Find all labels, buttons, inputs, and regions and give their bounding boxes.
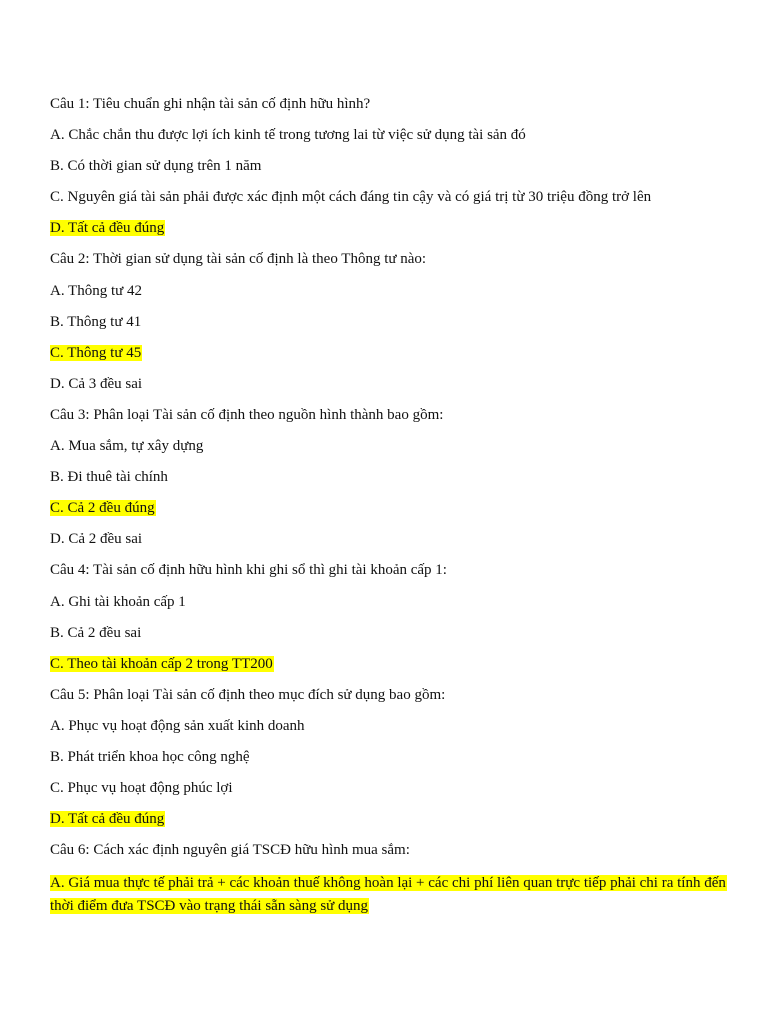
- answer-6a-highlighted: [50, 872, 740, 918]
- question-6: [50, 838, 740, 869]
- answer-text: A. Chắc chắn thu được lợi ích kinh tế trong tương lai từ việc sử dụng tài sản đó: [50, 127, 526, 144]
- answer-text: C. Phục vụ hoạt động phúc lợi: [50, 780, 233, 797]
- answer-text: B. Đi thuê tài chính: [50, 469, 168, 486]
- question-text: Câu 1: Tiêu chuẩn ghi nhận tài sản cố định hữu hình?: [50, 96, 371, 112]
- answer-text: B. Có thời gian sử dụng trên 1 năm: [50, 158, 262, 175]
- answer-text: D. Cả 2 đều sai: [50, 531, 143, 548]
- question-1: [50, 92, 740, 123]
- answer-text: B. Cả 2 đều sai: [50, 624, 142, 641]
- answer-text: A. Ghi tài khoản cấp 1: [50, 593, 186, 610]
- answer-5a: [50, 714, 740, 745]
- answer-4a: [50, 590, 740, 621]
- answer-3b: [50, 465, 740, 496]
- question-text: Câu 5: Phân loại Tài sản cố định theo mục đích sử dụng bao gồm:: [50, 686, 446, 703]
- question-2: [50, 247, 740, 278]
- answer-text: A. Thông tư 42: [50, 282, 143, 299]
- answer-2d: [50, 372, 740, 403]
- highlighted-answer-text: C. Thông tư 45: [50, 344, 142, 361]
- answer-text: D. Cả 3 đều sai: [50, 375, 143, 392]
- answer-2a: [50, 279, 740, 310]
- question-text: Câu 2: Thời gian sử dụng tài sản cố định là theo Thông tư nào:: [50, 251, 427, 268]
- answer-3d: [50, 527, 740, 558]
- answer-1b: [50, 154, 740, 185]
- question-text: Câu 4: Tài sản cố định hữu hình khi ghi sổ thì ghi tài khoản cấp 1:: [50, 562, 447, 579]
- question-text: Câu 6: Cách xác định nguyên giá TSCĐ hữu hình mua sắm:: [50, 842, 410, 859]
- answer-5c: [50, 776, 740, 807]
- answer-text: A. Mua sắm, tự xây dựng: [50, 438, 204, 455]
- highlighted-answer-text: C. Cả 2 đều đúng: [50, 500, 155, 517]
- question-text: Câu 3: Phân loại Tài sản cố định theo nguồn hình thành bao gồm:: [50, 406, 444, 423]
- answer-1c: [50, 185, 740, 216]
- highlighted-answer-text: D. Tất cả đều đúng: [50, 220, 165, 237]
- highlighted-answer-text: D. Tất cả đều đúng: [50, 811, 165, 828]
- answer-1d-highlighted: [50, 216, 740, 247]
- answer-text: B. Phát triển khoa học công nghệ: [50, 748, 250, 765]
- answer-1a: [50, 123, 740, 154]
- answer-text: A. Phục vụ hoạt động sản xuất kinh doanh: [50, 717, 305, 734]
- question-3: [50, 403, 740, 434]
- answer-4b: [50, 621, 740, 652]
- answer-4c-highlighted: [50, 652, 740, 683]
- question-4: [50, 558, 740, 589]
- answer-3a: [50, 434, 740, 465]
- answer-3c-highlighted: [50, 496, 740, 527]
- answer-5b: [50, 745, 740, 776]
- highlighted-answer-text: C. Theo tài khoản cấp 2 trong TT200: [50, 655, 273, 672]
- question-5: [50, 683, 740, 714]
- answer-2b: [50, 310, 740, 341]
- answer-5d-highlighted: [50, 807, 740, 838]
- answer-text: B. Thông tư 41: [50, 313, 142, 330]
- answer-2c-highlighted: [50, 341, 740, 372]
- document-body: [50, 92, 740, 918]
- answer-text: C. Nguyên giá tài sản phải được xác định một cách đáng tin cậy và có giá trị từ 30 triệu đồng trở lên: [50, 189, 652, 206]
- highlighted-answer-text: A. Giá mua thực tế phải trả + các khoản thuế không hoàn lại + các chi phí liên quan trực tiếp phải chi ra tính đến thời điểm đưa TSCĐ vào trạng thái sẵn sàng sử dụng: [50, 875, 726, 915]
